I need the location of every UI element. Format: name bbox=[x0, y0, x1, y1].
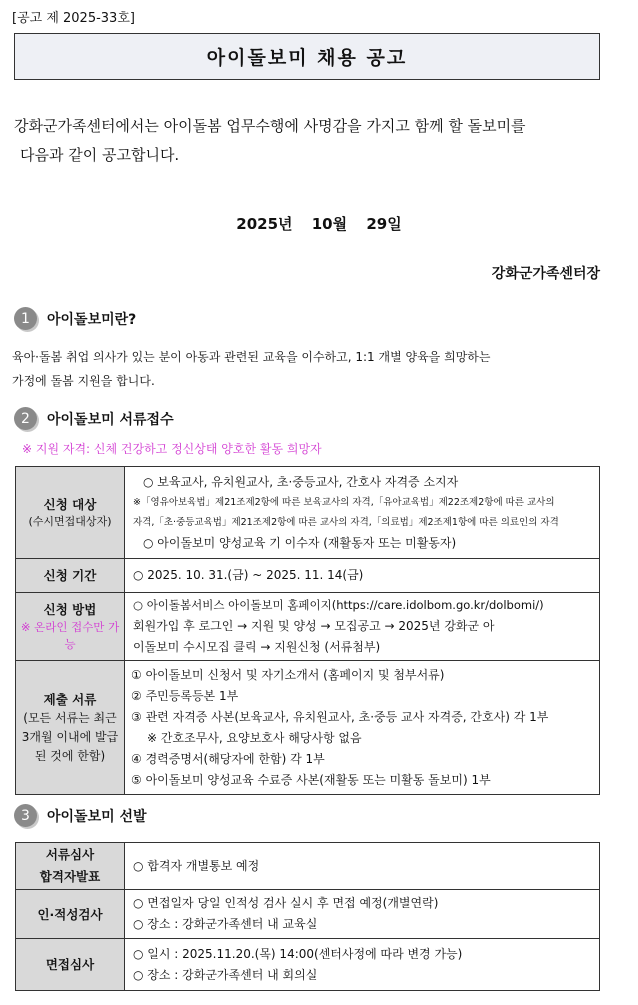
table-row bbox=[16, 467, 600, 559]
method-label: 신청 방법 bbox=[43, 602, 97, 617]
doc-review-value: ○ 합격자 개별통보 예정 bbox=[125, 843, 600, 890]
target-line-2: ○ 아이돌보미 양성교육 기 이수자 (재활동자 또는 미활동자) bbox=[143, 535, 457, 550]
aptitude-line-2: ○ 장소 : 강화군가족센터 내 교육실 bbox=[133, 917, 318, 931]
interview-value-cell bbox=[125, 939, 600, 991]
title-box bbox=[14, 33, 600, 80]
doc-review-label: 서류심사 합격자발표 bbox=[16, 843, 125, 890]
docs-item-1: ① 아이돌보미 신청서 및 자기소개서 (홈페이지 및 첨부서류) bbox=[131, 667, 445, 682]
table-row bbox=[16, 661, 600, 795]
target-value-cell bbox=[125, 467, 600, 559]
method-line-2: 회원가입 후 로그인 → 지원 및 양성 → 모집공고 → 2025년 강화군 아 bbox=[133, 619, 495, 633]
docs-item-4: ④ 경력증명서(해당자에 한함) 각 1부 bbox=[131, 751, 325, 766]
target-label: 신청 대상 bbox=[43, 497, 97, 512]
table-row bbox=[16, 843, 600, 890]
table-row bbox=[16, 593, 600, 661]
section-title: 아이돌보미 서류접수 bbox=[47, 411, 174, 428]
notice-number: [공고 제 2025-33호] bbox=[12, 11, 135, 26]
section-number-badge: 3 bbox=[14, 804, 37, 827]
docs-note: (모든 서류는 최근 3개월 이내에 발급된 것에 한함) bbox=[21, 710, 119, 763]
period-label: 신청 기간 bbox=[16, 559, 125, 593]
table-row bbox=[16, 559, 600, 593]
period-value: ○ 2025. 10. 31.(금) ~ 2025. 11. 14(금) bbox=[125, 559, 600, 593]
table-row bbox=[16, 939, 600, 991]
intro-text bbox=[14, 112, 609, 170]
aptitude-value-cell bbox=[125, 890, 600, 939]
target-line-1: ○ 보육교사, 유치원교사, 초·중등교사, 간호사 자격증 소지자 bbox=[143, 474, 459, 489]
section-number-badge: 2 bbox=[14, 407, 37, 430]
notice-date: 2025년 10월 29일 bbox=[236, 215, 402, 233]
section-title: 아이돌보미란? bbox=[47, 311, 137, 328]
target-sublabel: (수시면접대상자) bbox=[28, 515, 112, 528]
intro-line-2: 다음과 같이 공고합니다. bbox=[20, 146, 180, 164]
intro-line-1: 강화군가족센터에서는 아이돌봄 업무수행에 사명감을 가지고 함께 할 돌보미를 bbox=[14, 117, 526, 135]
method-label-cell bbox=[16, 593, 125, 661]
target-note-2: 자격,「초·중등교육법」제21조제2항에 따른 교사의 자격,「의료법」제2조제1항에 따른 의료인의 자격 bbox=[133, 516, 559, 528]
qualification-note: ※ 지원 자격: 신체 건강하고 정신상태 양호한 활동 희망자 bbox=[22, 442, 322, 456]
docs-item-3-note: ※ 간호조무사, 요양보호사 해당사항 없음 bbox=[147, 730, 362, 745]
section-title: 아이돌보미 선발 bbox=[47, 808, 147, 825]
section-1-header bbox=[14, 307, 136, 330]
docs-item-2: ② 주민등록등본 1부 bbox=[131, 688, 239, 703]
aptitude-label: 인·적성검사 bbox=[16, 890, 125, 939]
body-line-1: 육아·돌봄 취업 의사가 있는 분이 아동과 관련된 교육을 이수하고, 1:1 개별 양육을 희망하는 bbox=[12, 350, 491, 364]
section-3-header bbox=[14, 804, 147, 827]
docs-value-cell bbox=[125, 661, 600, 795]
section-number-badge: 1 bbox=[14, 307, 37, 330]
interview-label: 면접심사 bbox=[16, 939, 125, 991]
interview-line-1: ○ 일시 : 2025.11.20.(목) 14:00(센터사정에 따라 변경 가능) bbox=[133, 946, 463, 961]
docs-item-5: ⑤ 아이돌보미 양성교육 수료증 사본(재활동 또는 미활동 돌보미) 1부 bbox=[131, 772, 491, 787]
method-note: ※ 온라인 접수만 가능 bbox=[20, 620, 120, 651]
docs-label: 제출 서류 bbox=[43, 691, 97, 707]
docs-item-3: ③ 관련 자격증 사본(보육교사, 유치원교사, 초·중등 교사 자격증, 간호사) 각 1부 bbox=[131, 709, 549, 724]
method-line-3: 이돌보미 수시모집 클릭 → 지원신청 (서류첨부) bbox=[133, 640, 381, 654]
method-value-cell bbox=[125, 593, 600, 661]
method-line-1: ○ 아이돌봄서비스 아이돌보미 홈페이지(https://care.idolbom.go.kr/dolbomi/) bbox=[133, 598, 544, 612]
interview-line-2: ○ 장소 : 강화군가족센터 내 회의실 bbox=[133, 967, 318, 982]
target-label-cell bbox=[16, 467, 125, 559]
table-row bbox=[16, 890, 600, 939]
page-title: 아이돌보미 채용 공고 bbox=[206, 47, 408, 69]
application-table bbox=[15, 466, 600, 795]
signatory: 강화군가족센터장 bbox=[491, 266, 600, 282]
docs-label-cell bbox=[16, 661, 125, 795]
section-1-body bbox=[12, 345, 604, 393]
target-note-1: ※「영유아보육법」제21조제2항에 따른 보육교사의 자격,「유아교육법」제22조제2항에 따른 교사의 bbox=[133, 496, 555, 508]
body-line-2: 가정에 돌봄 지원을 합니다. bbox=[12, 374, 155, 388]
selection-table bbox=[15, 842, 600, 991]
aptitude-line-1: ○ 면접일자 당일 인적성 검사 실시 후 면접 예정(개별연락) bbox=[133, 896, 439, 910]
section-2-header bbox=[14, 407, 174, 430]
